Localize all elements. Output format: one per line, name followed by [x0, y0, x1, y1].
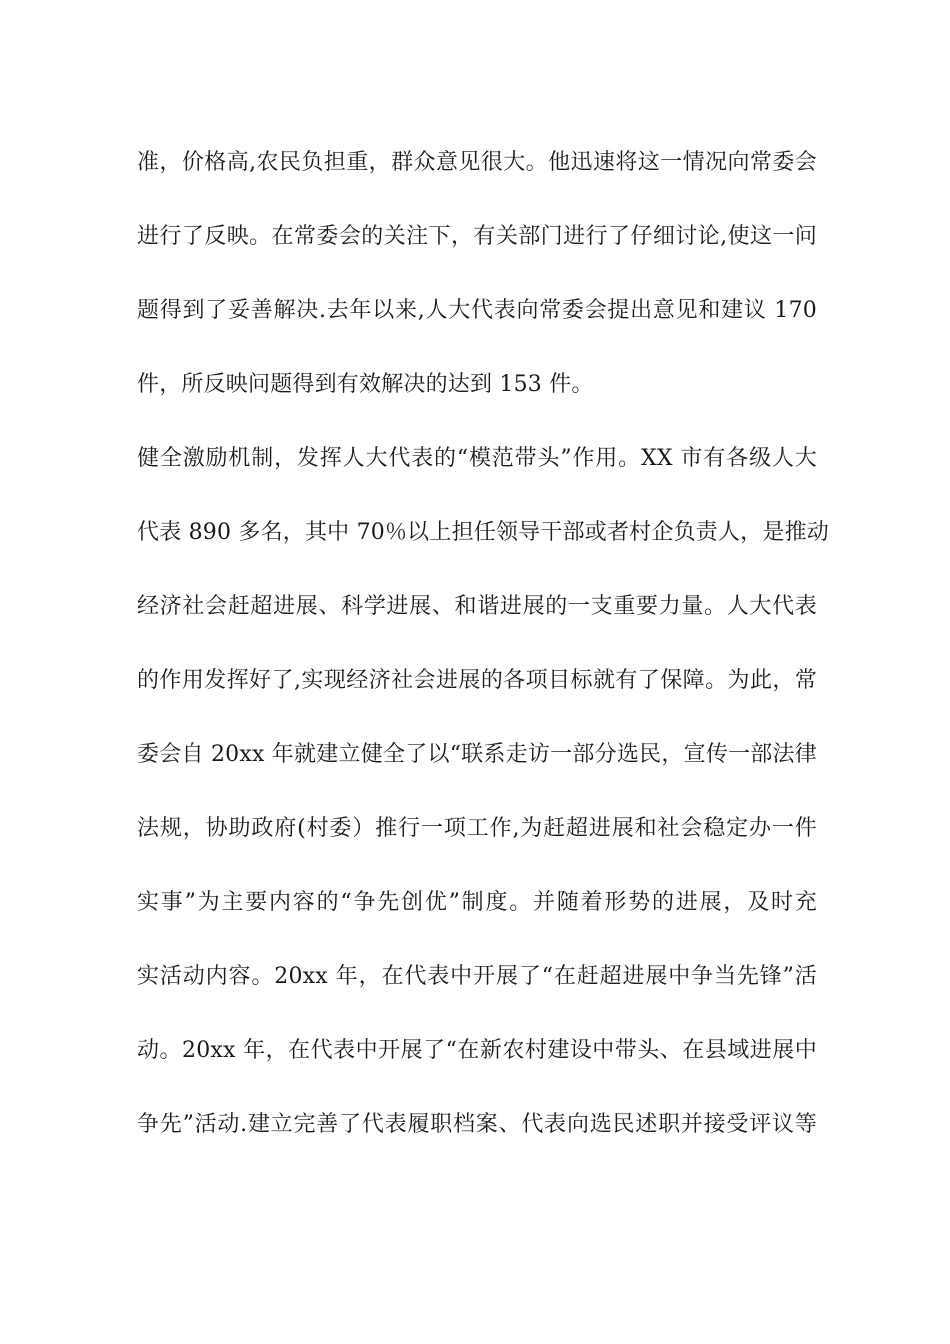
text-line: 法规，协助政府(村委）推行一项工作,为赶超进展和社会稳定办一件 — [137, 816, 817, 841]
text-line: 实事”为主要内容的“争先创优”制度。并随着形势的进展，及时充 — [137, 890, 817, 915]
text-line: 健全激励机制，发挥人大代表的“模范带头”作用。XX 市有各级人大 — [137, 446, 817, 471]
text-line: 代表 890 多名，其中 70％以上担任领导干部或者村企负责人，是推动 — [137, 520, 829, 545]
text-line: 委会自 20xx 年就建立健全了以“联系走访一部分选民，宣传一部法律 — [137, 742, 817, 767]
text-line: 动。20xx 年，在代表中开展了“在新农村建设中带头、在县域进展中 — [137, 1038, 817, 1063]
text-line: 实活动内容。20xx 年，在代表中开展了“在赶超进展中争当先锋”活 — [137, 964, 817, 989]
text-line: 进行了反映。在常委会的关注下，有关部门进行了仔细讨论,使这一问 — [137, 224, 817, 249]
text-line: 经济社会赶超进展、科学进展、和谐进展的一支重要力量。人大代表 — [137, 594, 817, 619]
text-line: 题得到了妥善解决.去年以来,人大代表向常委会提出意见和建议 170 — [137, 298, 817, 323]
text-line: 准，价格高,农民负担重，群众意见很大。他迅速将这一情况向常委会 — [137, 150, 817, 175]
text-line: 争先”活动.建立完善了代表履职档案、代表向选民述职并接受评议等 — [137, 1112, 817, 1137]
text-line: 的作用发挥好了,实现经济社会进展的各项目标就有了保障。为此，常 — [137, 668, 817, 693]
text-line: 件，所反映问题得到有效解决的达到 153 件。 — [137, 372, 594, 397]
